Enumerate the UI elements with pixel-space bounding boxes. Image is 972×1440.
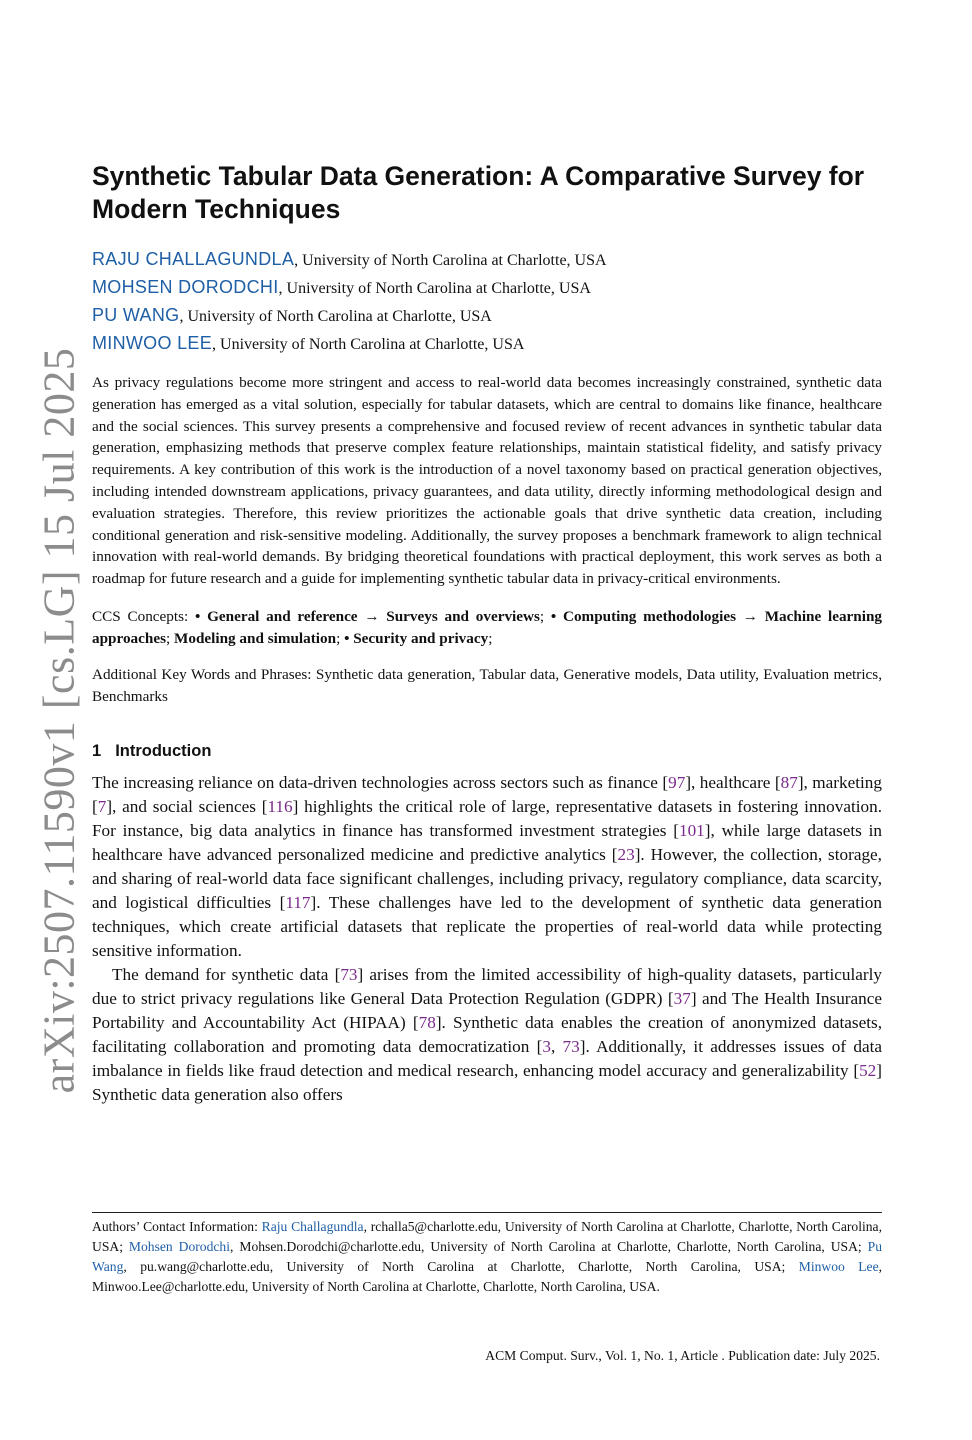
text-run: ]. Additionally, it addresses issues of data imbalance in fields like fraud detection and medical research, enhancing model accuracy and generalizability [ — [92, 1036, 883, 1080]
citation-link[interactable]: 3 — [542, 1036, 551, 1056]
text-run: ], healthcare [ — [685, 772, 781, 792]
text-run: ]. However, the collection, storage, and sharing of real-world data face significant challenges, including privacy, regulatory compliance, data scarcity, and logistical difficulties [ — [92, 844, 882, 912]
text-run: , rchalla5@charlotte.edu, University of North Carolina at Charlotte, Charlotte, North Carolina, USA; — [92, 1219, 882, 1254]
text-run: , — [550, 1036, 563, 1056]
author-list — [92, 246, 882, 358]
section-heading — [92, 742, 882, 761]
author-link[interactable]: Pu Wang — [92, 1239, 883, 1274]
author-name[interactable]: MINWOO LEE — [92, 333, 213, 353]
author-link[interactable]: Mohsen Dorodchi — [128, 1239, 231, 1254]
journal-footer: ACM Comput. Surv., Vol. 1, No. 1, Article . Publication date: July 2025. — [485, 1348, 880, 1363]
citation-link[interactable]: 117 — [285, 892, 311, 912]
citation-link[interactable]: 73 — [340, 964, 358, 984]
author-entry — [92, 274, 882, 302]
keywords: Additional Key Words and Phrases: Synthetic data generation, Tabular data, Generative models, Data utility, Evaluation metrics, Benchmarks — [92, 665, 882, 705]
text-run: ]. These challenges have led to the development of synthetic data generation techniques, which create artificial datasets that replicate the properties of real-world data while protecting sensitive information. — [92, 892, 882, 960]
text-run: The increasing reliance on data-driven technologies across sectors such as finance [ — [92, 772, 669, 792]
citation-link[interactable]: 52 — [859, 1060, 877, 1080]
text-run: , Minwoo.Lee@charlotte.edu, University of North Carolina at Charlotte, Charlotte, North Carolina, USA. — [92, 1259, 883, 1294]
author-name[interactable]: MOHSEN DORODCHI — [92, 277, 279, 297]
section-number: 1 — [92, 741, 102, 760]
text-run: ] and The Health Insurance Portability and Accountability Act (HIPAA) [ — [92, 988, 883, 1032]
author-contact-footnote — [92, 1212, 882, 1297]
ccs-concept: • General and reference → Surveys and overviews — [195, 607, 540, 625]
author-affiliation: , University of North Carolina at Charlotte, USA — [212, 336, 525, 353]
ccs-concept: • Computing methodologies → Machine learning approaches — [92, 607, 883, 647]
arxiv-identifier: arXiv:2507.11590v1 [cs.LG] 15 Jul 2025 — [34, 347, 84, 1093]
text-run: ]. Synthetic data enables the creation of anonymized datasets, facilitating collaboration and promoting data democratization [ — [92, 1012, 882, 1056]
author-affiliation: , University of North Carolina at Charlotte, USA — [278, 280, 591, 297]
text-run: ] Synthetic data generation also offers — [92, 1060, 882, 1104]
author-entry — [92, 330, 882, 358]
text-run: ], and social sciences [ — [106, 796, 268, 816]
citation-link[interactable]: 101 — [678, 820, 705, 840]
author-affiliation: , University of North Carolina at Charlotte, USA — [179, 308, 492, 325]
author-entry — [92, 246, 882, 274]
section-title: Introduction — [115, 741, 212, 760]
author-entry — [92, 302, 882, 330]
ccs-concept: • Security and privacy — [344, 629, 489, 647]
text-run: ], marketing [ — [92, 772, 882, 816]
author-link[interactable]: Raju Challagundla — [261, 1219, 364, 1234]
ccs-separator: ; — [539, 607, 551, 625]
citation-link[interactable]: 37 — [673, 988, 691, 1008]
text-run: The demand for synthetic data [ — [112, 964, 341, 984]
author-name[interactable]: PU WANG — [92, 305, 180, 325]
ccs-separator: ; — [165, 629, 175, 647]
author-affiliation: , University of North Carolina at Charlotte, USA — [294, 252, 607, 269]
citation-link[interactable]: 23 — [617, 844, 635, 864]
ccs-separator: ; — [488, 629, 493, 647]
citation-link[interactable]: 7 — [97, 796, 107, 816]
footnote-label: Authors’ Contact Information: — [92, 1219, 262, 1234]
ccs-label: CCS Concepts: — [92, 607, 195, 625]
citation-link[interactable]: 73 — [562, 1036, 580, 1056]
citation-link[interactable]: 116 — [267, 796, 293, 816]
author-name[interactable]: RAJU CHALLAGUNDLA — [92, 249, 295, 269]
text-run: , pu.wang@charlotte.edu, University of North Carolina at Charlotte, Charlotte, North Carolina, USA; — [123, 1259, 799, 1274]
ccs-separator: ; — [336, 629, 345, 647]
text-run: ] highlights the critical role of large, representative datasets in fostering innovation. For instance, big data analytics in finance has transformed investment strategies [ — [92, 796, 882, 840]
citation-link[interactable]: 78 — [418, 1012, 436, 1032]
arxiv-sidebar — [24, 347, 94, 1093]
author-link[interactable]: Minwoo Lee — [798, 1259, 879, 1274]
ccs-concepts — [92, 606, 882, 650]
paper-title: Synthetic Tabular Data Generation: A Comparative Survey for Modern Techniques — [92, 161, 865, 224]
text-run: ], while large datasets in healthcare have advanced personalized medicine and predictive analytics [ — [92, 820, 882, 864]
citation-link[interactable]: 97 — [668, 772, 686, 792]
ccs-concept: Modeling and simulation — [174, 629, 337, 647]
abstract: As privacy regulations become more stringent and access to real-world data becomes increasingly constrained, synthetic data generation has emerged as a vital solution, especially for tabular datasets, which are central to domains like finance, healthcare and the social sciences. This survey presents a comprehensive and focused review of recent advances in synthetic tabular data generation, emphasizing methods that preserve complex feature relationships, maintain statistical fidelity, and satisfy privacy requirements. A key contribution of this work is the introduction of a novel taxonomy based on practical generation objectives, including intended downstream applications, privacy guarantees, and data utility, directly informing methodological design and evaluation strategies. Therefore, this review prioritizes the actionable goals that drive synthetic data creation, including conditional generation and risk-sensitive modeling. Additionally, the survey proposes a benchmark framework to align technical innovation with real-world demands. By bridging theoretical foundations with practical deployment, this work serves as both a roadmap for future research and a guide for implementing synthetic tabular data in privacy-critical environments. — [92, 374, 882, 588]
paper-page — [92, 160, 882, 1107]
intro-paragraph-1 — [92, 771, 882, 963]
text-run: , Mohsen.Dorodchi@charlotte.edu, University of North Carolina at Charlotte, Charlotte, North Carolina, USA; — [230, 1239, 868, 1254]
text-run: ] arises from the limited accessibility of high-quality datasets, particularly due to strict privacy regulations like General Data Protection Regulation (GDPR) [ — [92, 964, 882, 1008]
intro-paragraph-2 — [92, 963, 882, 1107]
citation-link[interactable]: 87 — [780, 772, 798, 792]
